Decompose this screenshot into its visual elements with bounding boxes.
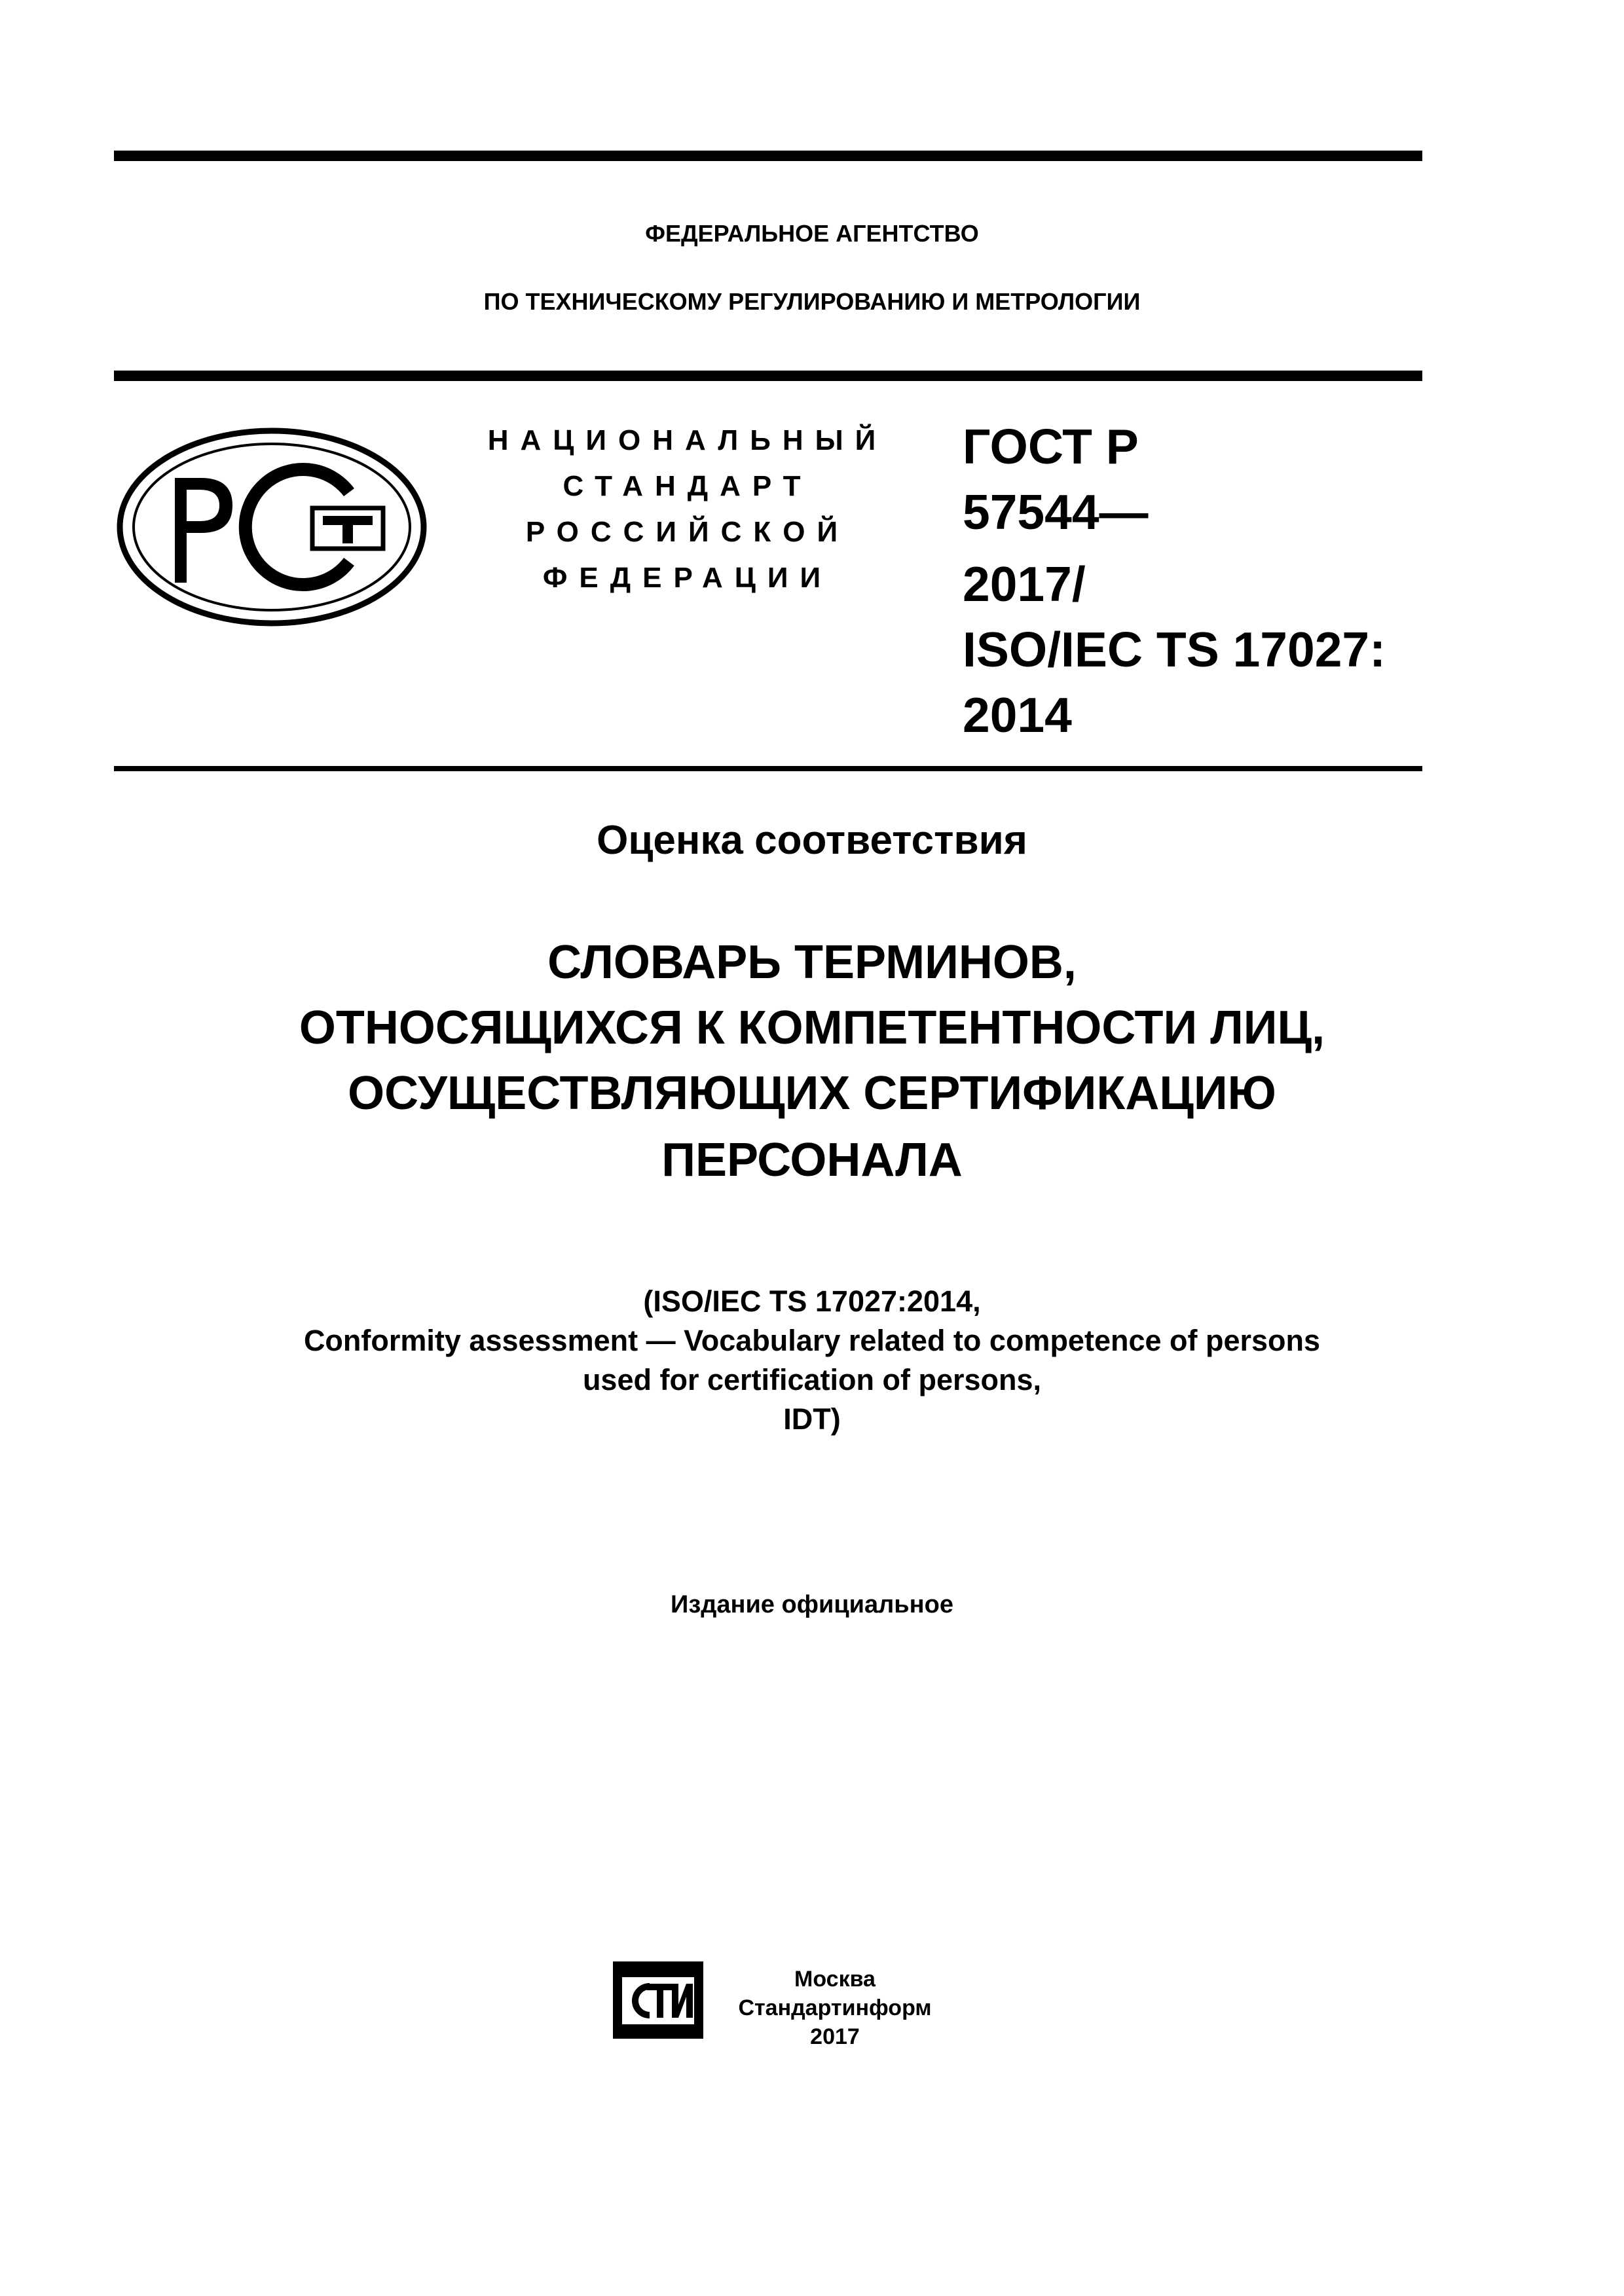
standartinform-logo-icon bbox=[609, 1958, 707, 2043]
publisher-year: 2017 bbox=[810, 2024, 860, 2049]
standard-code-line-4: ISO/IEC TS 17027: bbox=[963, 622, 1386, 677]
english-line-1: (ISO/IEC TS 17027:2014, bbox=[643, 1285, 981, 1318]
title-line-4: ПЕРСОНАЛА bbox=[661, 1134, 963, 1186]
title-line-1: СЛОВАРЬ ТЕРМИНОВ, bbox=[547, 936, 1077, 989]
title-rule bbox=[114, 766, 1422, 771]
top-rule bbox=[114, 151, 1422, 161]
gost-logo-icon bbox=[115, 426, 429, 629]
standard-code-line-5: 2014 bbox=[963, 687, 1072, 742]
national-standard-line-1: НАЦИОНАЛЬНЫЙ bbox=[487, 424, 888, 456]
national-standard-line-2: СТАНДАРТ bbox=[563, 470, 813, 502]
agency-line-1: ФЕДЕРАЛЬНОЕ АГЕНТСТВО bbox=[645, 220, 979, 247]
national-standard-line-4: ФЕДЕРАЦИИ bbox=[542, 562, 833, 594]
national-standard-line-3: РОССИЙСКОЙ bbox=[525, 516, 850, 548]
standard-code-line-1: ГОСТ Р bbox=[963, 419, 1139, 474]
publisher-name: Стандартинформ bbox=[738, 1995, 932, 2020]
agency-line-2: ПО ТЕХНИЧЕСКОМУ РЕГУЛИРОВАНИЮ И МЕТРОЛОГИИ bbox=[483, 288, 1141, 315]
title-line-2: ОТНОСЯЩИХСЯ К КОМПЕТЕНТНОСТИ ЛИЦ, bbox=[299, 1002, 1325, 1054]
edition-label: Издание официальное bbox=[671, 1591, 953, 1618]
english-line-4: IDT) bbox=[783, 1402, 841, 1436]
subtitle: Оценка соответствия bbox=[597, 818, 1027, 863]
header-rule bbox=[114, 371, 1422, 381]
standard-code-line-3: 2017/ bbox=[963, 556, 1086, 611]
english-line-3: used for certification of persons, bbox=[582, 1363, 1042, 1396]
standard-code-line-2: 57544— bbox=[963, 484, 1149, 539]
title-line-3: ОСУЩЕСТВЛЯЮЩИХ СЕРТИФИКАЦИЮ bbox=[348, 1067, 1276, 1120]
english-line-2: Conformity assessment — Vocabulary related to competence of persons bbox=[303, 1324, 1321, 1357]
publisher-city: Москва bbox=[794, 1967, 876, 1992]
